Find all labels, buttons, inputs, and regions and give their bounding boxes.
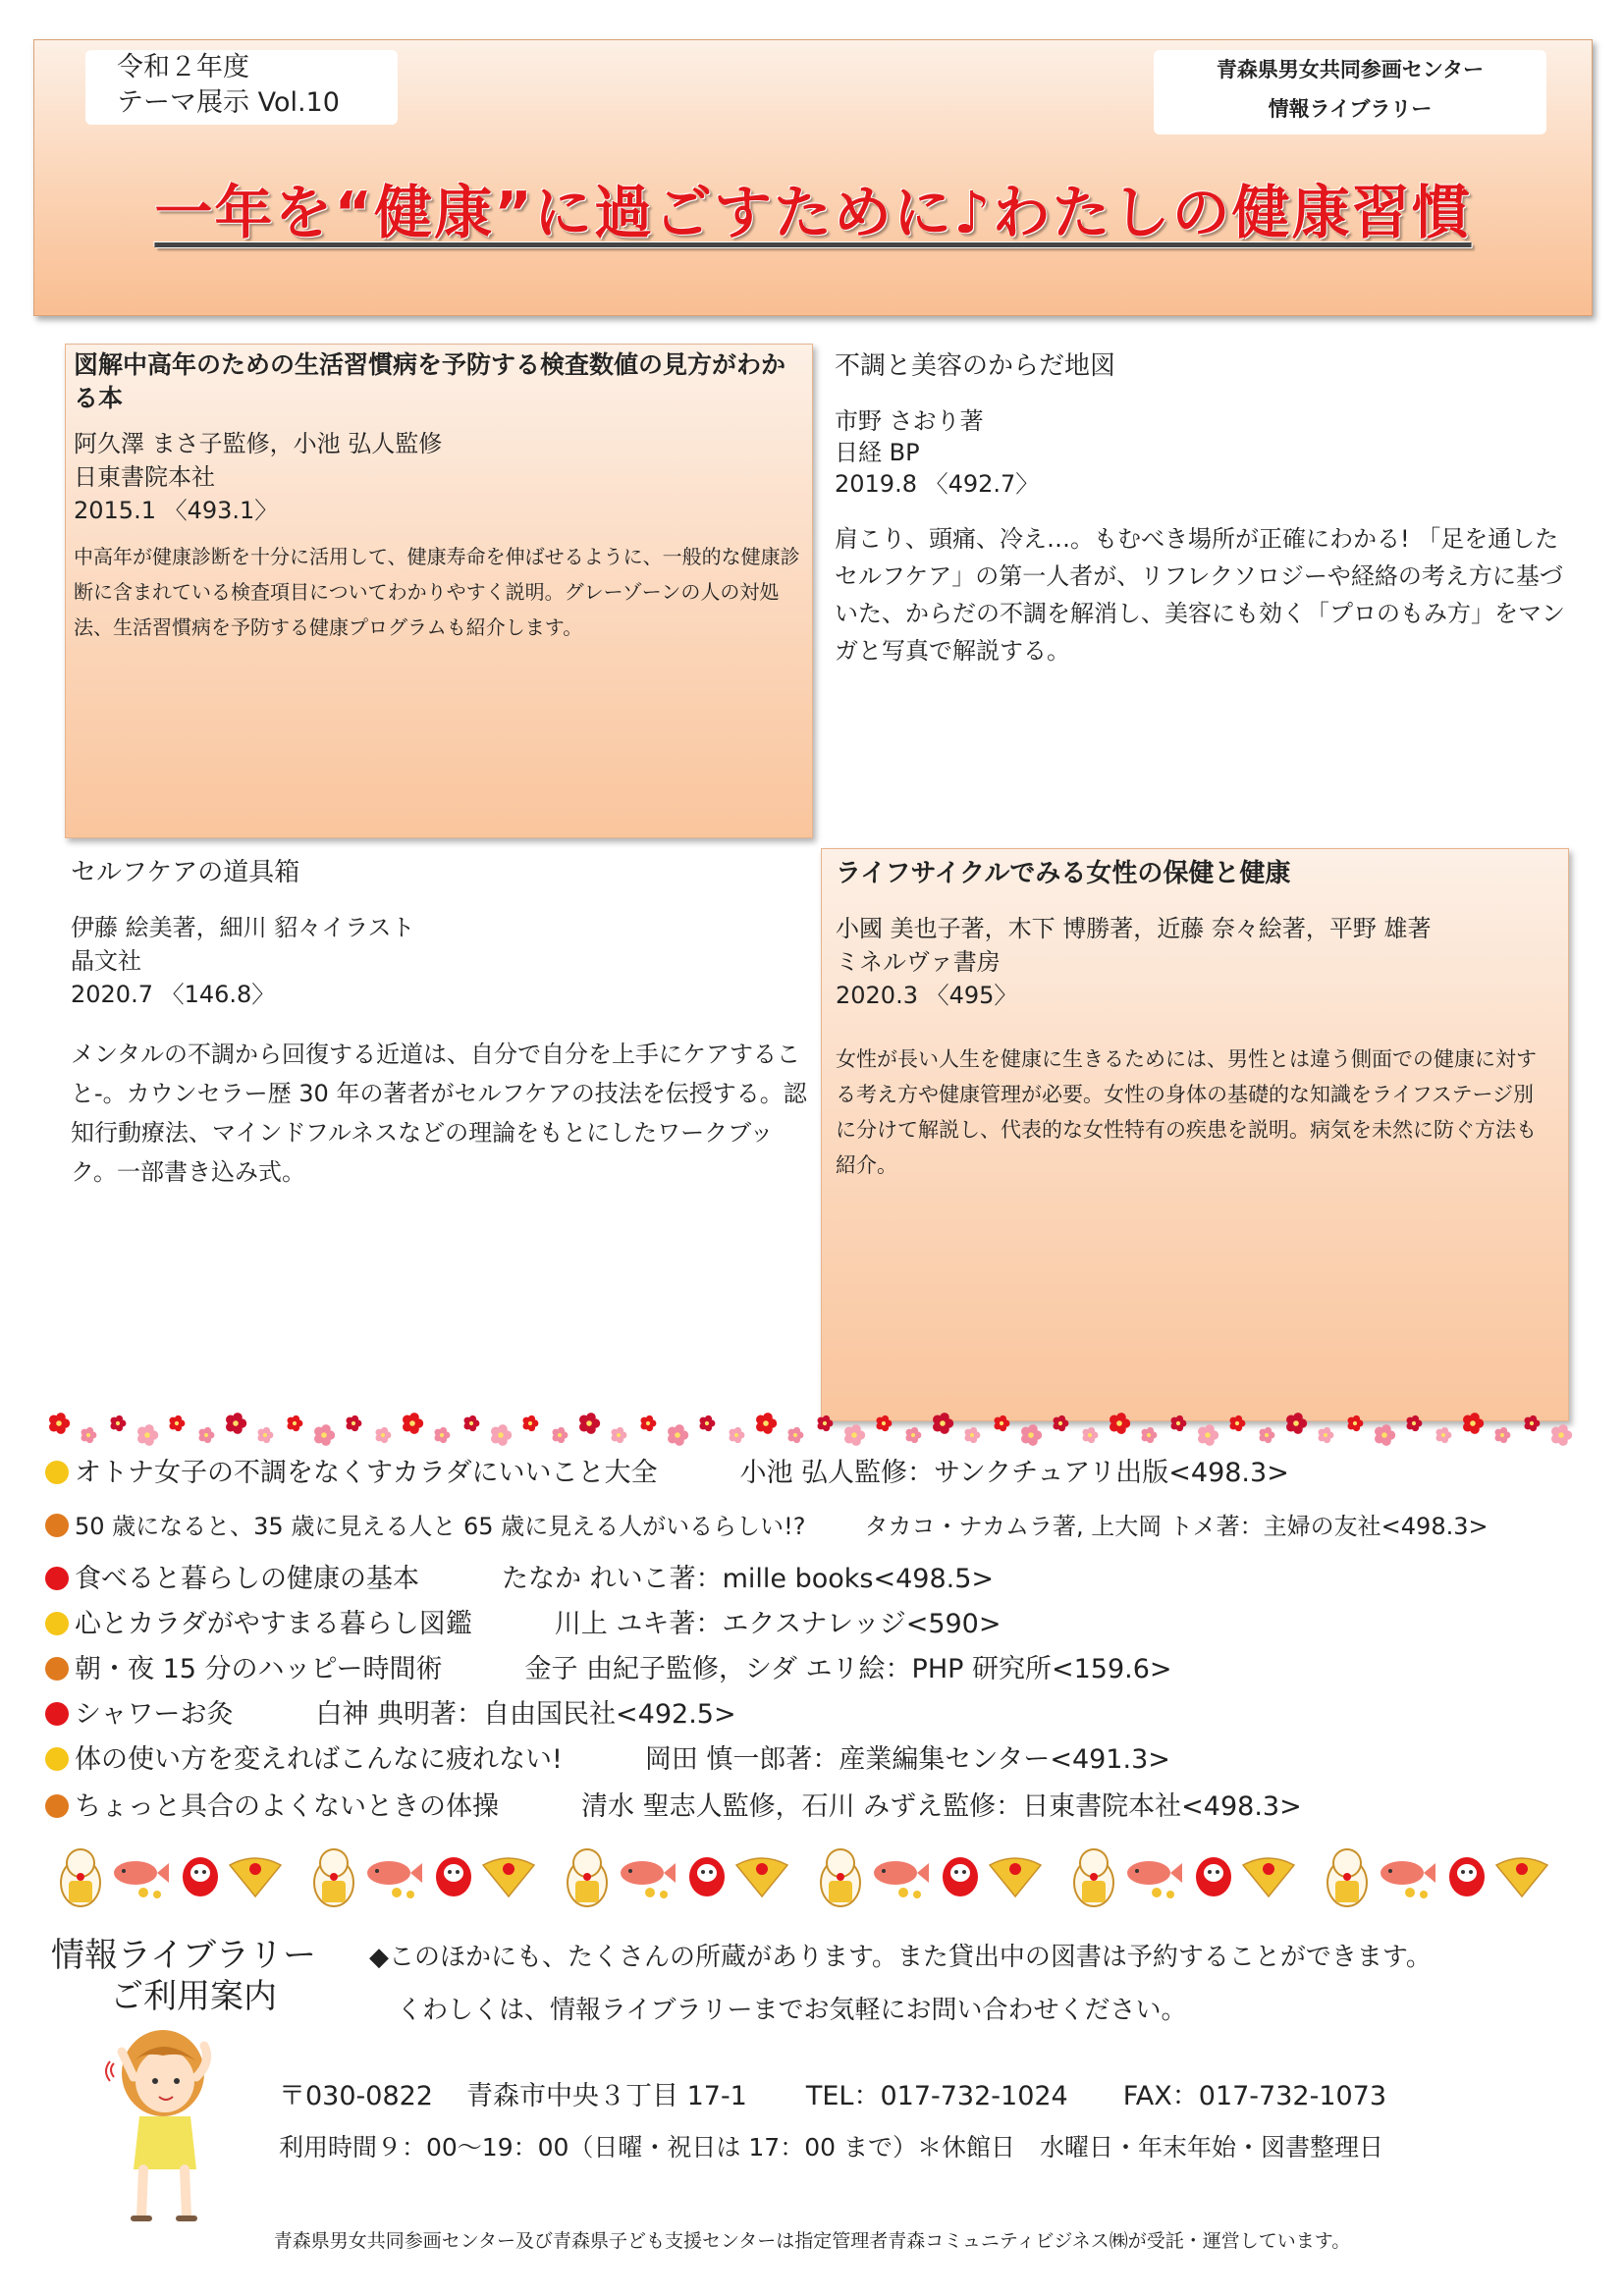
- plum-blossom-icon: [818, 1415, 834, 1431]
- maneki-neko-icon: [1327, 1849, 1367, 1906]
- library-title: 情報ライブラリー: [51, 1936, 316, 1975]
- plum-blossom-icon: [1260, 1427, 1275, 1443]
- maneki-neko-icon: [1074, 1849, 1113, 1906]
- book-author: 小國 美也子著，木下 博勝著，近藤 奈々絵著，平野 雄著: [836, 915, 1432, 942]
- list-item-title: シャワーお灸: [75, 1699, 234, 1730]
- plum-blossom-icon: [435, 1427, 451, 1443]
- list-item-title: ちょっと具合のよくないときの体操: [75, 1791, 499, 1822]
- sensu-fan-icon: [1496, 1858, 1547, 1896]
- notice-contact: くわしくは、情報ライブラリーまでお気軽にお問い合わせください。: [397, 1996, 1187, 2025]
- plum-blossom-icon: [906, 1427, 922, 1443]
- new-year-ornament-icons: [45, 1838, 1577, 1916]
- plum-blossom-icon: [1142, 1427, 1158, 1443]
- maneki-neko-icon: [821, 1849, 860, 1906]
- list-item-title: オトナ女子の不調をなくすカラダにいいこと大全: [75, 1458, 658, 1488]
- plum-blossom-icon: [464, 1415, 480, 1431]
- book-description: 肩こり、頭痛、冷え…。もむべき場所が正確にわかる! 「足を通したセルフケア」の第一人者が、リフレクソロジーや経絡の考え方に基づいた、からだの不調を解消し、美容にも効く「プロのもみ方」をマンガと写真で解説する。: [835, 525, 1565, 665]
- plum-blossom-icon: [1463, 1413, 1484, 1434]
- sensu-fan-icon: [1243, 1858, 1294, 1896]
- management-notice: 青森県男女共同参画センター及び青森県子ども支援センターは指定管理者青森コミュニティビジネス㈱が受託・運営しています。: [273, 2230, 1351, 2252]
- plum-blossom-icon: [111, 1415, 127, 1431]
- list-item: [45, 1561, 994, 1598]
- list-item-info: タカコ・ナカムラ著, 上大岡 トメ著：主婦の友社<498.3>: [864, 1513, 1489, 1540]
- page-title: 一年を“健康”に過ごすために♪わたしの健康習慣: [154, 179, 1472, 246]
- plum-blossom-icon: [1436, 1427, 1452, 1443]
- book-title: ライフサイクルでみる女性の保健と健康: [836, 859, 1291, 888]
- book-author: 阿久澤 まさ子監修，小池 弘人監修: [74, 430, 443, 457]
- postal-code: 〒030-0822: [279, 2081, 433, 2111]
- book-author: 市野 さおり著: [835, 407, 984, 435]
- plum-blossom-icon: [579, 1413, 600, 1434]
- list-item-info: 清水 聖志人監修，石川 みずえ監修：日東書院本社<498.3>: [581, 1791, 1302, 1822]
- exhibit-volume: テーマ展示 Vol.10: [117, 87, 340, 118]
- daruma-icon: [689, 1857, 725, 1896]
- header-banner: [33, 39, 1593, 316]
- list-item-title: 50 歳になると、35 歳に見える人と 65 歳に見える人がいるらしい!?: [75, 1513, 806, 1540]
- plum-blossom-icon: [1110, 1413, 1130, 1434]
- daruma-icon: [1449, 1857, 1485, 1896]
- new-year-ornament-border: [45, 1838, 1577, 1916]
- maneki-neko-icon: [314, 1849, 353, 1906]
- bullet-dot-icon: [45, 1461, 69, 1484]
- daruma-icon: [436, 1857, 471, 1896]
- list-item: [45, 1696, 736, 1734]
- bullet-dot-icon: [45, 1794, 69, 1818]
- plum-blossom-icon: [523, 1415, 539, 1431]
- bullet-dot-icon: [45, 1612, 69, 1635]
- book-date-call: 2019.8 〈492.7〉: [835, 470, 1040, 498]
- plum-blossom-icon: [756, 1413, 777, 1434]
- list-item: [45, 1789, 1302, 1826]
- plum-blossom-icon: [137, 1424, 158, 1446]
- plum-blossom-icon: [700, 1415, 716, 1431]
- plum-blossom-icon: [258, 1427, 274, 1443]
- plum-blossom-icon: [965, 1427, 981, 1443]
- sensu-fan-icon: [736, 1858, 787, 1896]
- list-item: [45, 1741, 1170, 1779]
- address: 青森市中央３丁目 17-1: [466, 2081, 747, 2111]
- sensu-fan-icon: [230, 1858, 281, 1896]
- plum-blossom-icon: [788, 1427, 804, 1443]
- list-item: [45, 1606, 1001, 1643]
- plum-blossom-icon: [170, 1415, 186, 1431]
- plum-blossom-border: [45, 1406, 1577, 1455]
- plum-blossom-icon: [995, 1415, 1010, 1431]
- organization-sub: 情報ライブラリー: [1268, 97, 1433, 121]
- book-publisher: ミネルヴァ書房: [836, 948, 1001, 976]
- book-card: [821, 848, 1569, 1421]
- notice-reservation: ◆このほかにも、たくさんの所蔵があります。また貸出中の図書は予約することができます。: [369, 1943, 1432, 1972]
- list-item-title: 朝・夜 15 分のハッピー時間術: [75, 1654, 443, 1684]
- list-item: [45, 1508, 1489, 1545]
- bullet-dot-icon: [45, 1747, 69, 1771]
- maneki-neko-icon: [61, 1849, 100, 1906]
- list-item-title: 食べると暮らしの健康の基本: [75, 1564, 419, 1594]
- daruma-icon: [183, 1857, 218, 1896]
- bullet-dot-icon: [45, 1567, 69, 1590]
- plum-blossom-icon: [199, 1427, 215, 1443]
- book-author: 伊藤 絵美著，細川 貂々イラスト: [71, 914, 415, 941]
- plum-blossom-icon: [1348, 1415, 1364, 1431]
- list-item-info: たなか れいこ著：mille books<498.5>: [502, 1564, 995, 1594]
- plum-blossom-icon: [314, 1424, 335, 1446]
- book-description: 中高年が健康診断を十分に活用して、健康寿命を伸ばせるように、一般的な健康診断に含まれている検査項目についてわかりやすく説明。グレーゾーンの人の対処法、生活習慣病を予防する健康プログラムも紹介します。: [74, 545, 800, 639]
- book-publisher: 晶文社: [71, 947, 141, 975]
- organization-box: [1154, 50, 1546, 134]
- bullet-dot-icon: [45, 1702, 69, 1726]
- book-card: [65, 344, 813, 838]
- plum-blossom-icon: [877, 1415, 893, 1431]
- plum-blossom-icon: [641, 1415, 657, 1431]
- fax-number: FAX：017-732-1073: [1122, 2081, 1387, 2111]
- plum-blossom-icon: [1083, 1427, 1099, 1443]
- organization-name: 青森県男女共同参画センター: [1216, 58, 1485, 81]
- book-date-call: 2020.3 〈495〉: [836, 982, 1018, 1009]
- plum-blossom-icon: [1286, 1413, 1307, 1434]
- plum-blossom-icon: [49, 1413, 70, 1434]
- list-item-info: 白神 典明著：自由国民社<492.5>: [315, 1699, 736, 1730]
- plum-blossom-icon: [668, 1424, 688, 1446]
- plum-blossom-icon: [1021, 1424, 1042, 1446]
- guide-title: ご利用案内: [110, 1977, 277, 2016]
- plum-blossom-icon: [347, 1415, 362, 1431]
- exhibit-label-box: [85, 50, 398, 125]
- book-title: 不調と美容のからだ地図: [835, 351, 1116, 381]
- woman-stretching-illustration: [94, 2022, 232, 2228]
- book-card: [833, 349, 1571, 669]
- bullet-dot-icon: [45, 1514, 69, 1537]
- plum-blossom-icon: [612, 1427, 627, 1443]
- book-date-call: 2015.1 〈493.1〉: [74, 497, 279, 524]
- daruma-icon: [943, 1857, 978, 1896]
- sea-bream-icon: [367, 1861, 422, 1898]
- list-item-info: 川上 ユキ著：エクスナレッジ<590>: [554, 1609, 1001, 1639]
- sensu-fan-icon: [990, 1858, 1041, 1896]
- plum-blossom-icon: [376, 1427, 392, 1443]
- sea-bream-icon: [1127, 1861, 1182, 1898]
- plum-blossom-icon: [1551, 1424, 1572, 1446]
- plum-blossom-icon: [288, 1415, 303, 1431]
- daruma-icon: [1196, 1857, 1231, 1896]
- book-date-call: 2020.7 〈146.8〉: [71, 981, 276, 1008]
- plum-blossom-icon: [1525, 1415, 1541, 1431]
- phone-number: TEL：017-732-1024: [805, 2081, 1068, 2111]
- plum-blossom-icon: [933, 1413, 953, 1434]
- list-item-title: 心とカラダがやすまる暮らし図鑑: [75, 1609, 472, 1639]
- fiscal-year: 令和２年度: [117, 52, 249, 82]
- list-item-title: 体の使い方を変えればこんなに疲れない!: [75, 1744, 563, 1775]
- opening-hours: 利用時間９：00～19：00（日曜・祝日は 17：00 まで）＊休館日 水曜日・年末年始・図書整理日: [279, 2133, 1383, 2162]
- plum-blossom-icon: [730, 1427, 745, 1443]
- plum-blossom-icons: [45, 1406, 1577, 1455]
- plum-blossom-icon: [1495, 1427, 1511, 1443]
- plum-blossom-icon: [1198, 1424, 1218, 1446]
- sea-bream-icon: [874, 1861, 929, 1898]
- book-description: メンタルの不調から回復する近道は、自分で自分を上手にケアすること-。カウンセラー歴 30 年の著者がセルフケアの技法を伝授する。認知行動療法、マインドフルネスなどの理論をもとにしたワークブック。一部書き込み式。: [71, 1041, 807, 1186]
- plum-blossom-icon: [491, 1424, 512, 1446]
- list-item: [45, 1651, 1172, 1688]
- plum-blossom-icon: [1171, 1415, 1187, 1431]
- plum-blossom-icon: [81, 1427, 97, 1443]
- book-card: [69, 856, 815, 1192]
- maneki-neko-icon: [568, 1849, 607, 1906]
- sea-bream-icon: [114, 1861, 169, 1898]
- sea-bream-icon: [621, 1861, 676, 1898]
- book-publisher: 日東書院本社: [74, 463, 215, 491]
- plum-blossom-icon: [403, 1413, 423, 1434]
- book-title: 図解中高年のための生活習慣病を予防する検査数値の見方がわかる本: [74, 350, 786, 412]
- sensu-fan-icon: [483, 1858, 534, 1896]
- list-item-info: 金子 由紀子監修，シダ エリ絵：PHP 研究所<159.6>: [524, 1654, 1172, 1684]
- list-item-info: 小池 弘人監修：サンクチュアリ出版<498.3>: [739, 1458, 1289, 1488]
- plum-blossom-icon: [1054, 1415, 1069, 1431]
- book-publisher: 日経 BP: [835, 439, 920, 466]
- book-title: セルフケアの道具箱: [71, 858, 300, 887]
- list-item-info: 岡田 慎一郎著：産業編集センター<491.3>: [644, 1744, 1170, 1775]
- book-description: 女性が長い人生を健康に生きるためには、男性とは違う側面での健康に対する考え方や健康管理が必要。女性の身体の基礎的な知識をライフステージ別に分けて解説し、代表的な女性特有の疾患を説明。病気を未然に防ぐ方法も紹介。: [836, 1047, 1537, 1177]
- plum-blossom-icon: [1319, 1427, 1334, 1443]
- plum-blossom-icon: [1230, 1415, 1246, 1431]
- plum-blossom-icon: [553, 1427, 568, 1443]
- list-item: [45, 1455, 1289, 1492]
- plum-blossom-icon: [1407, 1415, 1423, 1431]
- sea-bream-icon: [1380, 1861, 1435, 1898]
- bullet-dot-icon: [45, 1657, 69, 1681]
- plum-blossom-icon: [844, 1424, 865, 1446]
- plum-blossom-icon: [1375, 1424, 1395, 1446]
- plum-blossom-icon: [226, 1413, 246, 1434]
- contact-info-row: [279, 2079, 1386, 2114]
